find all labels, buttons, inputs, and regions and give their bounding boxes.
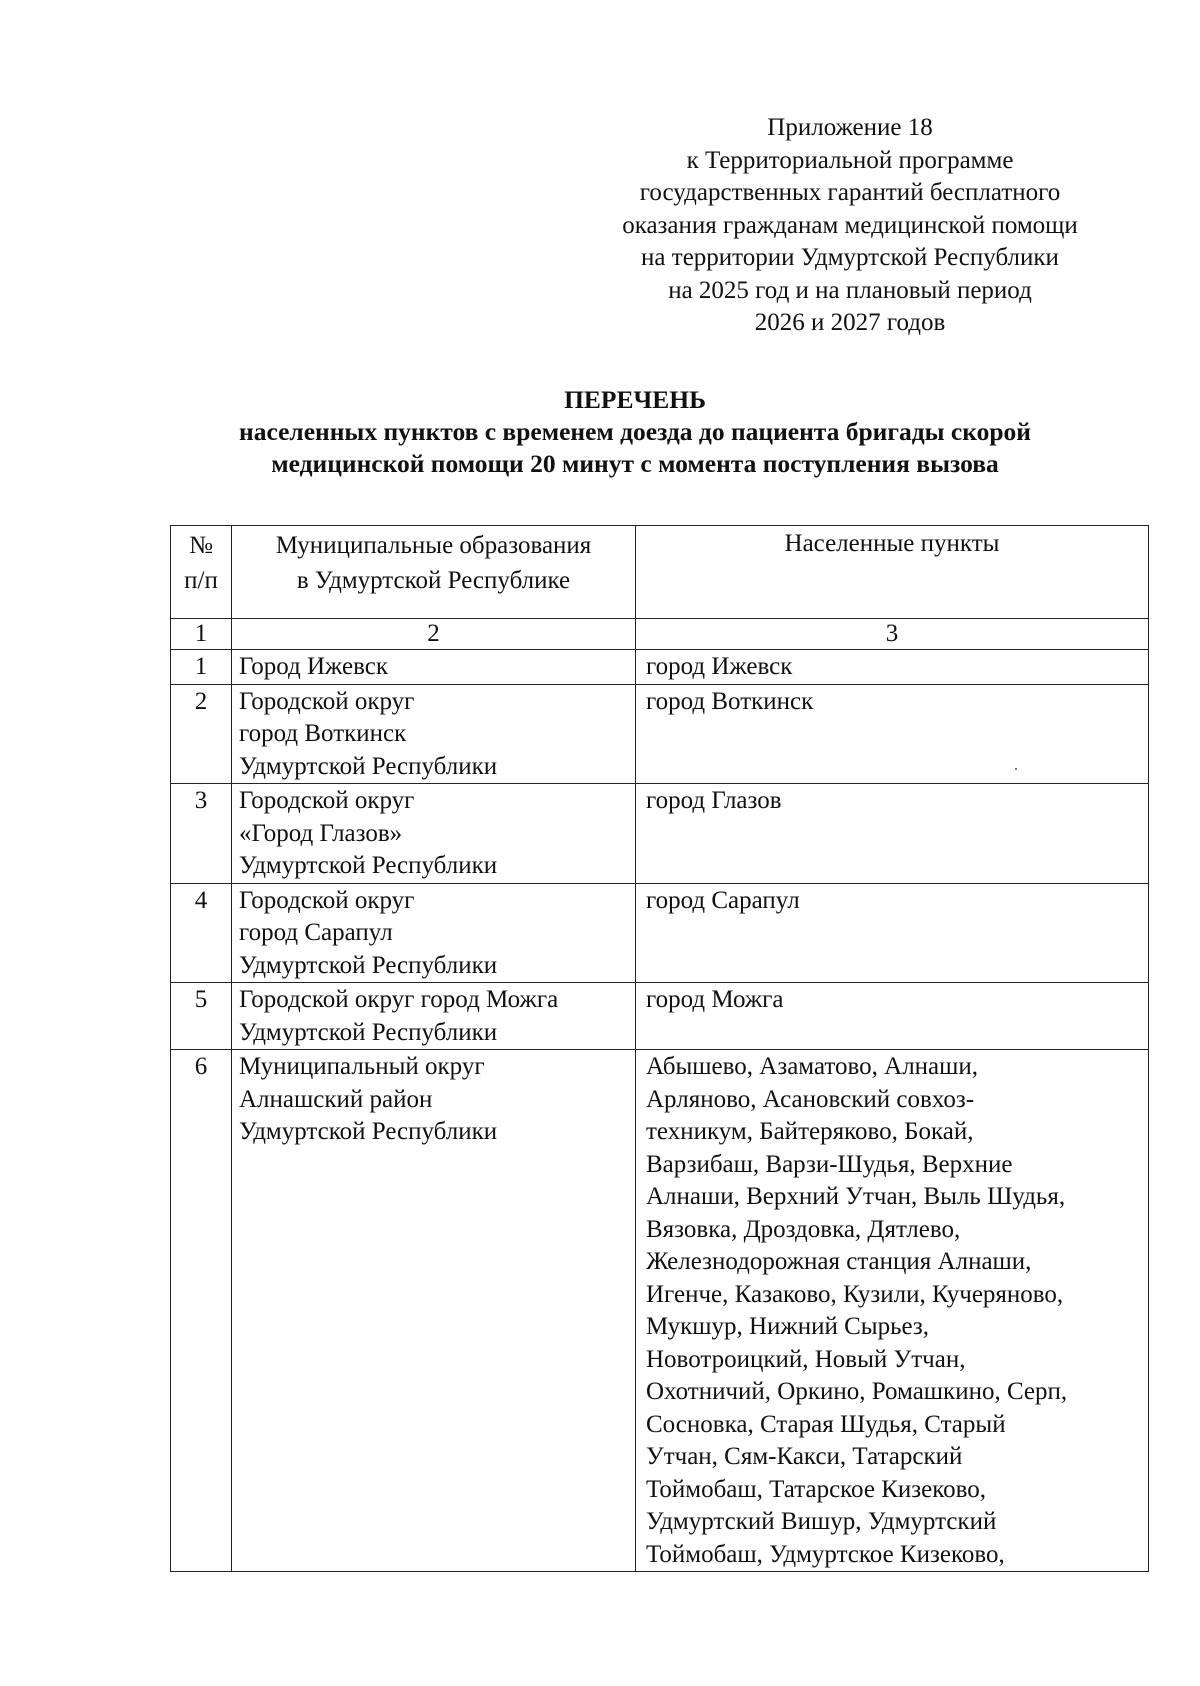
settlements-cell [636,983,1149,1050]
municipality-cell [232,983,636,1050]
municipality-line: Алнашский район [239,1085,433,1113]
settlement-line: город Сарапул [646,886,800,914]
settlement-line: Утчан, Сям-Какси, Татарский [646,1443,963,1470]
municipality-line: Удмуртской Республики [239,852,498,879]
settlements-cell [636,684,1149,784]
municipality-cell [232,883,636,983]
document-title: ПЕРЕЧЕНЬ [564,385,706,414]
annex-header [590,112,1110,340]
settlement-line: Абышево, Азаматово, Алнаши, [646,1053,979,1080]
settlement-line: Вязовка, Дроздовка, Дятлево, [646,1215,961,1243]
column-number: 3 [636,619,1149,650]
table-row [171,983,1149,1050]
row-number: 6 [171,1050,232,1572]
annex-line: на территории Удмуртской Республики [641,244,1059,271]
settlements-cell [636,1050,1149,1572]
municipality-line: Удмуртской Республики [239,752,498,780]
municipality-line: Городской округ город Можга [239,986,559,1013]
settlement-line: Железнодорожная станция Алнаши, [646,1248,1032,1275]
settlement-line: город Можга [646,986,784,1013]
municipality-cell [232,650,636,685]
annex-line: 2026 и 2027 годов [754,309,946,336]
municipality-line: город Воткинск [239,720,407,747]
header-municipality-line: в Удмуртской Республике [296,567,571,594]
table-row [171,883,1149,983]
row-number: 4 [171,883,232,983]
settlement-line: Тоймобаш, Татарское Кизеково, [646,1475,986,1503]
table-row [171,1050,1149,1572]
municipality-line: город Сарапул [239,919,393,946]
settlement-line: Мукшур, Нижний Сырьез, [646,1313,929,1340]
settlement-line: Охотничий, Оркино, Ромашкино, Серп, [646,1378,1068,1405]
settlement-line: Сосновка, Старая Шудья, Старый [646,1410,1006,1438]
row-number: 2 [171,684,232,784]
municipality-line: Удмуртской Республики [239,1018,498,1046]
annex-line: на 2025 год и на плановый период [668,276,1032,304]
row-number: 5 [171,983,232,1050]
column-number-row [171,619,1149,650]
row-number: 3 [171,784,232,884]
settlements-cell [636,784,1149,884]
settlement-line: Варзибаш, Варзи-Шудья, Верхние [646,1150,1013,1178]
settlement-line: город Глазов [646,787,782,814]
settlement-line: Арляново, Асановский совхоз- [646,1085,975,1113]
settlement-line: город Ижевск [646,653,793,680]
table-header-row [171,526,1149,619]
header-num [171,526,232,619]
document-heading [140,384,1130,480]
document-subtitle-line: медицинской помощи 20 минут с момента поступления вызова [271,449,999,478]
header-settlements: Населенные пункты [636,526,1149,619]
column-number: 1 [171,619,232,650]
annex-line: к Территориальной программе [686,146,1014,174]
municipality-cell [232,684,636,784]
header-municipality-line: Муниципальные образования [275,532,592,559]
settlement-line: Тоймобаш, Удмуртское Кизеково, [646,1540,1005,1568]
row-number: 1 [171,650,232,685]
municipality-line: Городской округ [239,787,415,814]
header-num-line: п/п [184,567,218,594]
settlement-line: Удмуртский Вишур, Удмуртский [646,1508,997,1535]
settlements-table [170,525,1149,1572]
municipality-line: Город Ижевск [239,653,388,680]
annex-line: оказания гражданам медицинской помощи [622,211,1078,239]
document-subtitle-line: населенных пунктов с временем доезда до пациента бригады скорой [239,417,1031,446]
settlement-line: Алнаши, Верхний Утчан, Выль Шудья, [646,1183,1066,1210]
annex-line: Приложение 18 [767,114,933,141]
table-row [171,684,1149,784]
municipality-line: Удмуртской Республики [239,1118,498,1145]
municipality-line: Удмуртской Республики [239,951,498,979]
municipality-line: «Город Глазов» [239,819,403,847]
settlements-cell [636,883,1149,983]
table-row [171,650,1149,685]
annex-line: государственных гарантий бесплатного [639,179,1061,206]
scan-speck [1015,768,1017,770]
settlements-cell [636,650,1149,685]
settlement-line: город Воткинск [646,687,814,715]
municipality-cell [232,784,636,884]
municipality-cell [232,1050,636,1572]
settlement-line: Новотроицкий, Новый Утчан, [646,1345,966,1373]
municipality-line: Муниципальный округ [239,1053,485,1080]
municipality-line: Городской округ [239,886,415,914]
table-row [171,784,1149,884]
settlement-line: Игенче, Казаково, Кузили, Кучеряново, [646,1280,1064,1308]
header-num-line: № [189,532,213,559]
header-municipality [232,526,636,619]
column-number: 2 [232,619,636,650]
municipality-line: Городской округ [239,687,415,715]
settlement-line: техникум, Байтеряково, Бокай, [646,1118,974,1145]
